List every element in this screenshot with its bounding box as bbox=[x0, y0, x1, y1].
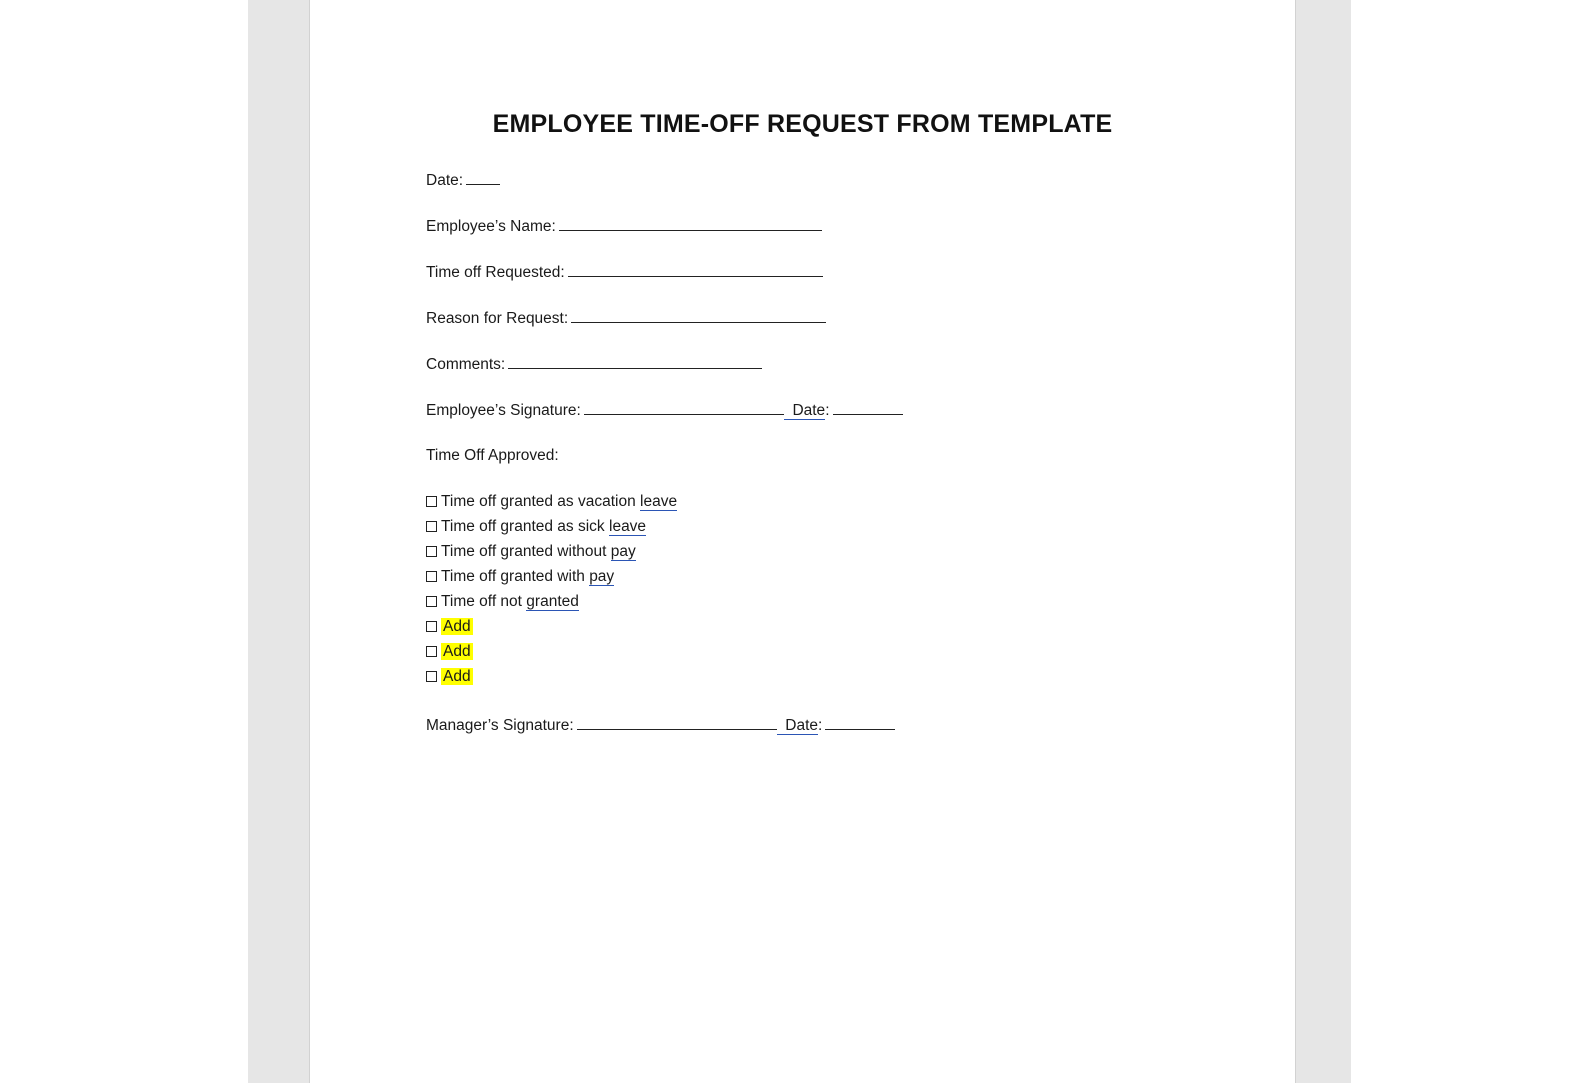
comments-label: Comments: bbox=[426, 356, 506, 373]
checkbox-icon[interactable] bbox=[426, 646, 437, 657]
checkbox-icon[interactable] bbox=[426, 546, 437, 557]
document-page[interactable] bbox=[309, 0, 1296, 1083]
employee-signature-field[interactable]: Employee’s Signature: Date: bbox=[426, 401, 903, 420]
option-vacation[interactable]: Time off granted as vacation leave bbox=[426, 493, 677, 511]
time-off-requested-blank[interactable] bbox=[568, 263, 823, 277]
comments-field[interactable] bbox=[426, 355, 762, 374]
manager-signature-date-blank[interactable] bbox=[825, 716, 895, 730]
manager-signature-date-label: Date bbox=[777, 717, 818, 735]
time-off-requested-label: Time off Requested: bbox=[426, 264, 565, 281]
option-add-1[interactable]: Add bbox=[426, 618, 473, 636]
employee-name-field[interactable] bbox=[426, 217, 822, 236]
option-add-2[interactable]: Add bbox=[426, 643, 473, 661]
checkbox-icon[interactable] bbox=[426, 621, 437, 632]
date-blank[interactable] bbox=[466, 171, 500, 185]
checkbox-icon[interactable] bbox=[426, 671, 437, 682]
reason-field[interactable] bbox=[426, 309, 826, 328]
employee-signature-label: Employee’s Signature: bbox=[426, 402, 581, 419]
option-sick[interactable]: Time off granted as sick leave bbox=[426, 518, 646, 536]
checkbox-icon[interactable] bbox=[426, 571, 437, 582]
option-add-3[interactable]: Add bbox=[426, 668, 473, 686]
page-title: EMPLOYEE TIME-OFF REQUEST FROM TEMPLATE bbox=[492, 110, 1113, 138]
option-not-granted[interactable]: Time off not granted bbox=[426, 593, 579, 611]
employee-name-blank[interactable] bbox=[559, 217, 822, 231]
reason-label: Reason for Request: bbox=[426, 310, 569, 327]
option-without-pay[interactable]: Time off granted without pay bbox=[426, 543, 636, 561]
employee-signature-date-blank[interactable] bbox=[833, 401, 903, 415]
employee-signature-blank[interactable] bbox=[584, 401, 784, 415]
manager-signature-blank[interactable] bbox=[577, 716, 777, 730]
employee-name-label: Employee’s Name: bbox=[426, 218, 556, 235]
employee-signature-date-label: Date bbox=[784, 402, 825, 420]
time-off-approved-label: Time Off Approved: bbox=[426, 447, 559, 464]
date-label: Date: bbox=[426, 172, 464, 189]
option-with-pay[interactable]: Time off granted with pay bbox=[426, 568, 614, 586]
reason-blank[interactable] bbox=[571, 309, 826, 323]
comments-blank[interactable] bbox=[508, 355, 762, 369]
time-off-requested-field[interactable] bbox=[426, 263, 823, 282]
checkbox-icon[interactable] bbox=[426, 596, 437, 607]
checkbox-icon[interactable] bbox=[426, 521, 437, 532]
manager-signature-label: Manager’s Signature: bbox=[426, 717, 574, 734]
date-field[interactable] bbox=[426, 171, 500, 190]
manager-signature-field[interactable]: Manager’s Signature: Date: bbox=[426, 716, 895, 735]
checkbox-icon[interactable] bbox=[426, 496, 437, 507]
